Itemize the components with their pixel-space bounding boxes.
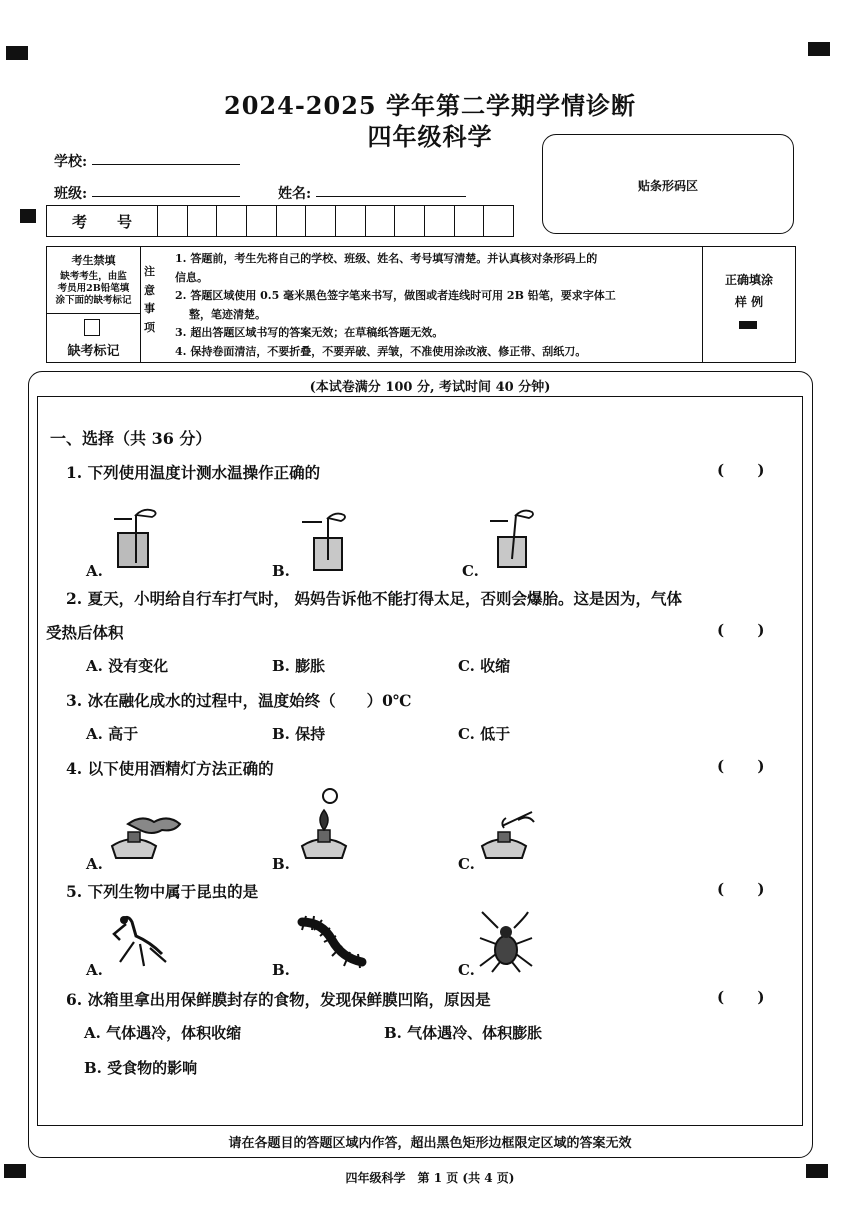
rule-4: 4. 保持卷面清洁，不要折叠，不要弄破、弄皱，不准使用涂改液、修正带、刮纸刀。: [175, 344, 587, 358]
exam-number-cell[interactable]: [366, 206, 396, 236]
school-field[interactable]: [92, 164, 240, 165]
exam-number-cell[interactable]: [217, 206, 247, 236]
notice-side-1: 注: [144, 265, 155, 278]
name-field[interactable]: [316, 196, 466, 197]
question-2-cont: 受热后体积: [46, 623, 124, 642]
exam-number-cell[interactable]: [247, 206, 277, 236]
q5-option-a: A.: [86, 961, 103, 979]
rule-1-cont: 信息。: [175, 270, 208, 284]
question-4: 4. 以下使用酒精灯方法正确的: [66, 759, 274, 778]
question-1: 1. 下列使用温度计测水温操作正确的: [66, 463, 321, 482]
page-number: 四年级科学 第 1 页 (共 4 页): [345, 1171, 515, 1185]
alcohol-lamp-lighting-from-lamp-icon: [106, 806, 186, 864]
q3-option-a: A. 高于: [86, 725, 139, 743]
answer-paren-4[interactable]: ( ): [717, 757, 765, 775]
exam-number-grid: [46, 205, 514, 237]
exam-number-cell[interactable]: [188, 206, 218, 236]
rule-2-cont: 整，笔迹清楚。: [189, 307, 266, 321]
sample-filled-mark: [739, 321, 757, 329]
q5-option-c: C.: [458, 961, 475, 979]
rule-1: 1. 答题前，考生先将自己的学校、班级、姓名、考号填写清楚。并认真核对条形码上的: [175, 252, 598, 265]
q4-option-c: C.: [458, 855, 475, 873]
question-2: 2. 夏天，小明给自行车打气时， 妈妈告诉他不能打得太足，否则会爆胎。这是因为，气体: [66, 589, 682, 608]
exam-number-cell[interactable]: [336, 206, 366, 236]
notice-rules: [175, 250, 699, 361]
exam-number-label-1: 考: [71, 212, 87, 231]
question-5: 5. 下列生物中属于昆虫的是: [66, 882, 259, 901]
absent-instruction-3: 涂下面的缺考标记: [55, 295, 132, 306]
q5-option-b: B.: [272, 961, 290, 979]
thermometer-tilted-icon: [486, 505, 546, 575]
page-title: 2024-2025 学年第二学期学情诊断: [224, 91, 636, 120]
barcode-label: 贴条形码区: [637, 179, 698, 193]
absent-column: [47, 247, 141, 362]
notice-side-2: 意: [144, 283, 155, 297]
answer-area-warning: 请在各题目的答题区域内作答，超出黑色矩形边框限定区域的答案无效: [228, 1136, 632, 1151]
q6-option-b: B. 气体遇冷、体积膨胀: [384, 1024, 543, 1042]
absent-divider: [47, 313, 140, 314]
q2-option-c: C. 收缩: [458, 657, 511, 675]
q6-option-c: B. 受食物的影响: [84, 1059, 198, 1077]
absent-instruction: [47, 271, 140, 307]
answer-paren-2[interactable]: ( ): [717, 621, 765, 639]
q1-option-c: C.: [462, 562, 479, 580]
answer-paren-1[interactable]: ( ): [717, 461, 765, 479]
examinee-no-fill-title: 考生禁填: [71, 254, 116, 267]
q2-option-a: A. 没有变化: [86, 657, 169, 675]
class-field[interactable]: [92, 196, 240, 197]
question-3: 3. 冰在融化成水的过程中，温度始终（ ）0℃: [66, 691, 412, 710]
exam-number-cell[interactable]: [425, 206, 455, 236]
barcode-area: [542, 134, 794, 234]
q3-option-c: C. 低于: [458, 725, 511, 743]
sample-label-2: 样 例: [734, 295, 764, 309]
notice-side-3: 事: [144, 302, 155, 315]
exam-number-cell[interactable]: [484, 206, 513, 236]
notice-side-4: 项: [144, 320, 155, 334]
corner-mark-top-left: [6, 46, 28, 60]
absent-instruction-1: 缺考考生，由监: [60, 271, 127, 282]
exam-number-label: [47, 206, 158, 236]
absent-mark-label: 缺考标记: [67, 344, 120, 359]
answer-paren-5[interactable]: ( ): [717, 880, 765, 898]
q1-option-a: A.: [86, 562, 103, 580]
exam-number-cell[interactable]: [277, 206, 307, 236]
alcohol-lamp-match-lighting-icon: [478, 806, 548, 864]
thermometer-touching-bottom-icon: [110, 505, 170, 575]
mantis-icon: [104, 912, 170, 970]
page-subtitle: 四年级科学: [367, 122, 493, 151]
alcohol-lamp-blowing-icon: [296, 788, 356, 864]
sample-label-1: 正确填涂: [724, 273, 773, 287]
notice-table: [46, 246, 796, 363]
exam-number-cell[interactable]: [306, 206, 336, 236]
exam-no-mark: [20, 209, 36, 223]
q4-option-b: B.: [272, 855, 290, 873]
thermometer-correct-icon: [300, 510, 360, 580]
q4-option-a: A.: [86, 855, 103, 873]
exam-number-cell[interactable]: [395, 206, 425, 236]
corner-mark-top-right: [808, 42, 830, 56]
section-title: 一、选择（共 36 分）: [50, 429, 212, 448]
q1-option-b: B.: [272, 562, 290, 580]
answer-paren-6[interactable]: ( ): [717, 988, 765, 1006]
centipede-icon: [296, 914, 368, 974]
question-6: 6. 冰箱里拿出用保鲜膜封存的食物，发现保鲜膜凹陷，原因是: [66, 990, 491, 1009]
rule-3: 3. 超出答题区域书写的答案无效；在草稿纸答题无效。: [175, 326, 444, 339]
q6-option-a: A. 气体遇冷，体积收缩: [84, 1024, 242, 1042]
q3-option-b: B. 保持: [272, 725, 326, 743]
rule-2: 2. 答题区域使用 0.5 毫米黑色签字笔来书写，做图或者连线时可用 2B 铅笔，要求字体工: [175, 289, 616, 302]
name-label: 姓名:: [278, 186, 312, 202]
notice-side-label: [144, 263, 162, 378]
class-label: 班级:: [54, 186, 88, 202]
q2-option-b: B. 膨胀: [272, 657, 326, 675]
exam-number-cell[interactable]: [455, 206, 485, 236]
sample-column: [702, 247, 795, 362]
exam-number-label-2: 号: [117, 212, 133, 231]
school-label: 学校:: [54, 154, 88, 170]
spider-icon: [476, 910, 536, 974]
exam-info: (本试卷满分 100 分, 考试时间 40 分钟): [309, 380, 551, 395]
absent-instruction-2: 考员用2B铅笔填: [57, 283, 130, 294]
absent-mark-box[interactable]: [84, 319, 100, 336]
exam-number-cell[interactable]: [158, 206, 188, 236]
